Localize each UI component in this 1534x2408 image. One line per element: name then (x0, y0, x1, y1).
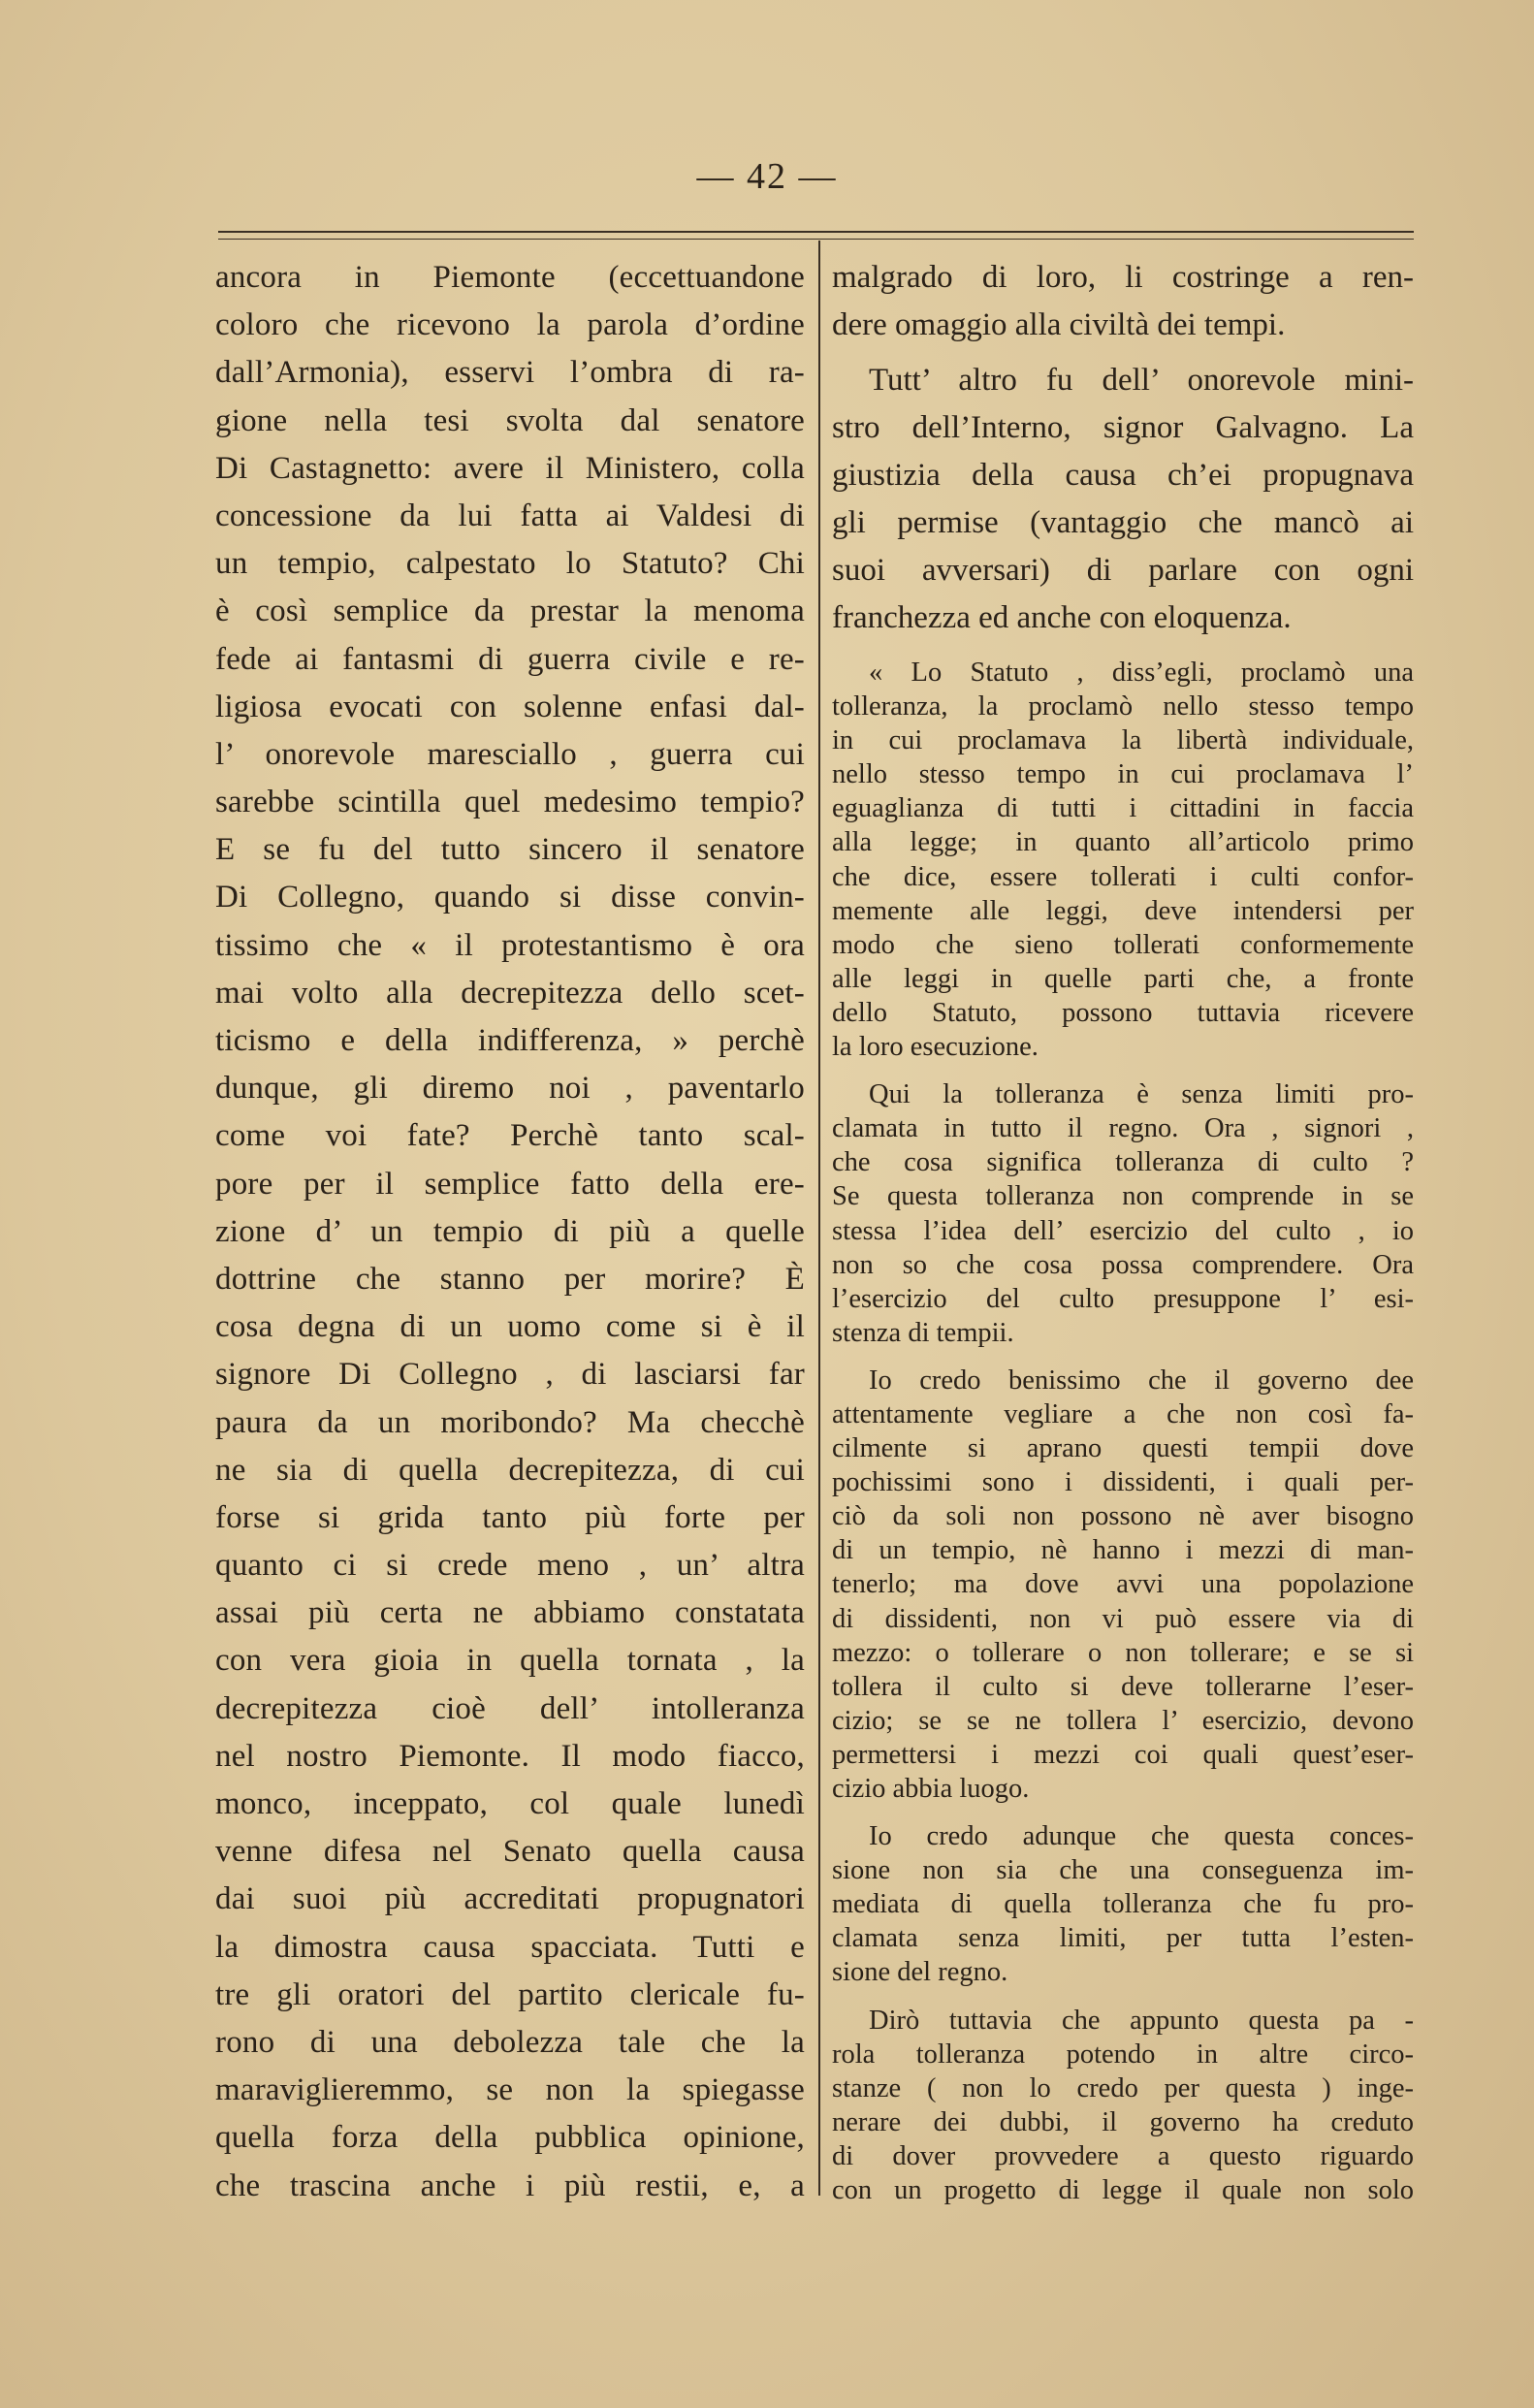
text-line: signore Di Collegno , di lasciarsi far (215, 1357, 805, 1393)
text-line: la dimostra causa spacciata. Tutti e (215, 1929, 805, 1965)
text-line: maraviglieremmo, se non la spiegasse (215, 2072, 805, 2108)
text-line: stessa l’idea dell’ esercizio del culto , io (832, 1215, 1414, 1246)
text-line: Se questa tolleranza non comprende in se (832, 1181, 1414, 1212)
paragraph-gap (832, 1064, 1414, 1077)
text-line: modo che sieno tollerati conformemente (832, 929, 1414, 960)
text-line: fede ai fantasmi di guerra civile e re- (215, 641, 805, 677)
text-line: di dissidenti, non vi può essere via di (832, 1603, 1414, 1634)
text-line: che dice, essere tollerati i culti confor- (832, 861, 1414, 892)
header-rule-thin (218, 239, 1414, 240)
text-line: stenza di tempii. (832, 1317, 1014, 1348)
text-line: è così semplice da prestar la menoma (215, 594, 805, 629)
text-line: coloro che ricevono la parola d’ordine (215, 307, 805, 343)
text-line: permettersi i mezzi coi quali quest’eser- (832, 1739, 1414, 1770)
column-divider (818, 241, 820, 2196)
text-line: suoi avversari) di parlare con ogni (832, 553, 1414, 588)
text-line: mai volto alla decrepitezza dello scet- (215, 975, 805, 1011)
text-line: con un progetto di legge il quale non solo (832, 2175, 1414, 2206)
text-line: mediata di quella tolleranza che fu pro- (832, 1889, 1414, 1920)
text-line: decrepitezza cioè dell’ intolleranza (215, 1690, 805, 1726)
text-line: nel nostro Piemonte. Il modo fiacco, (215, 1738, 805, 1774)
text-line: sione del regno. (832, 1957, 1008, 1988)
text-line: tenerlo; ma dove avvi una popolazione (832, 1569, 1414, 1600)
page-number: — 42 — (696, 156, 838, 197)
text-line: « Lo Statuto , diss’egli, proclamò una (869, 658, 1414, 688)
text-line: stanze ( non lo credo per questa ) inge- (832, 2072, 1414, 2103)
text-line: tissimo che « il protestantismo è ora (215, 927, 805, 963)
text-line: ancora in Piemonte (eccettuandone (215, 260, 805, 295)
text-line: forse si grida tanto più forte per (215, 1499, 805, 1535)
text-line: memente alle leggi, deve intendersi per (832, 895, 1414, 926)
text-line: Qui la tolleranza è senza limiti pro- (869, 1079, 1414, 1110)
text-line: sarebbe scintilla quel medesimo tempio? (215, 785, 805, 820)
text-line: nello stesso tempo in cui proclamava l’ (832, 759, 1414, 790)
paragraph-gap (832, 349, 1414, 357)
text-line: venne difesa nel Senato quella causa (215, 1834, 805, 1870)
text-line: Di Collegno, quando si disse convin- (215, 880, 805, 915)
text-line: l’ onorevole maresciallo , guerra cui (215, 736, 805, 772)
text-line: alle leggi in quelle parti che, a fronte (832, 963, 1414, 994)
text-line: malgrado di loro, li costringe a ren- (832, 260, 1414, 295)
text-line: Io credo adunque che questa conces- (869, 1821, 1414, 1852)
right-column (832, 254, 1414, 2207)
text-line: dunque, gli diremo noi , paventarlo (215, 1071, 805, 1107)
text-line: zione d’ un tempio di più a quelle (215, 1213, 805, 1249)
text-line: Tutt’ altro fu dell’ onorevole mini- (869, 363, 1414, 398)
text-line: gione nella tesi svolta dal senatore (215, 402, 805, 438)
text-line: giustizia della causa ch’ei propugnava (832, 458, 1414, 493)
text-line: eguaglianza di tutti i cittadini in faccia (832, 793, 1414, 824)
text-line: Dirò tuttavia che appunto questa pa - (869, 2005, 1414, 2036)
text-line: ciò da soli non possono nè aver bisogno (832, 1501, 1414, 1532)
text-line: clamata in tutto il regno. Ora , signori , (832, 1113, 1414, 1144)
text-line: la loro esecuzione. (832, 1032, 1039, 1063)
text-line: dello Statuto, possono tuttavia ricevere (832, 997, 1414, 1028)
paragraph-gap (832, 642, 1414, 656)
text-line: ticismo e della indifferenza, » perchè (215, 1023, 805, 1058)
text-line: dottrine che stanno per morire? È (215, 1261, 805, 1297)
text-line: tolleranza, la proclamò nello stesso tempo (832, 691, 1414, 722)
text-line: sione non sia che una conseguenza im- (832, 1855, 1414, 1886)
text-line: E se fu del tutto sincero il senatore (215, 832, 805, 868)
text-line: dall’Armonia), esservi l’ombra di ra- (215, 355, 805, 391)
text-line: l’esercizio del culto presuppone l’ esi- (832, 1283, 1414, 1314)
text-line: come voi fate? Perchè tanto scal- (215, 1118, 805, 1154)
paragraph-gap (832, 1806, 1414, 1819)
text-line: di un tempio, nè hanno i mezzi di man- (832, 1535, 1414, 1566)
text-line: che cosa significa tolleranza di culto ? (832, 1147, 1414, 1178)
text-line: tre gli oratori del partito clericale fu- (215, 1976, 805, 2012)
text-line: rono di una debolezza tale che la (215, 2024, 805, 2060)
text-line: franchezza ed anche con eloquenza. (832, 600, 1292, 635)
text-line: cizio abbia luogo. (832, 1774, 1030, 1804)
text-line: nerare dei dubbi, il governo ha creduto (832, 2106, 1414, 2137)
text-line: mezzo: o tollerare o non tollerare; e se si (832, 1637, 1414, 1668)
text-line: ligiosa evocati con solenne enfasi dal- (215, 689, 805, 724)
text-line: di dover provvedere a questo riguardo (832, 2140, 1414, 2171)
text-line: dai suoi più accreditati propugnatori (215, 1881, 805, 1917)
text-line: paura da un moribondo? Ma checchè (215, 1404, 805, 1440)
text-line: quella forza della pubblica opinione, (215, 2120, 805, 2156)
paragraph-gap (832, 1990, 1414, 2004)
text-line: che trascina anche i più restii, e, a (215, 2167, 805, 2203)
text-line: dere omaggio alla civiltà dei tempi. (832, 307, 1286, 342)
text-line: rola tolleranza potendo in altre circo- (832, 2039, 1414, 2070)
text-line: alla legge; in quanto all’articolo primo (832, 827, 1414, 858)
text-line: pochissimi sono i dissidenti, i quali per- (832, 1467, 1414, 1498)
left-column (215, 254, 805, 2210)
text-line: ne sia di quella decrepitezza, di cui (215, 1452, 805, 1488)
text-line: Di Castagnetto: avere il Ministero, colla (215, 450, 805, 486)
header-rule (218, 231, 1414, 233)
text-line: con vera gioia in quella tornata , la (215, 1643, 805, 1679)
text-line: in cui proclamava la libertà individuale, (832, 725, 1414, 756)
text-line: Io credo benissimo che il governo dee (869, 1365, 1414, 1396)
text-line: quanto ci si crede meno , un’ altra (215, 1548, 805, 1584)
text-line: un tempio, calpestato lo Statuto? Chi (215, 546, 805, 582)
text-line: assai più certa ne abbiamo constatata (215, 1595, 805, 1631)
text-line: tollera il culto si deve tollerarne l’eser- (832, 1671, 1414, 1702)
text-line: gli permise (vantaggio che mancò ai (832, 505, 1414, 540)
text-line: stro dell’Interno, signor Galvagno. La (832, 410, 1414, 445)
text-line: clamata senza limiti, per tutta l’esten- (832, 1923, 1414, 1954)
text-line: concessione da lui fatta ai Valdesi di (215, 498, 805, 533)
text-line: non so che cosa possa comprendere. Ora (832, 1249, 1414, 1280)
text-line: cosa degna di un uomo come si è il (215, 1309, 805, 1345)
text-line: cilmente si aprano questi tempii dove (832, 1433, 1414, 1464)
text-line: pore per il semplice fatto della ere- (215, 1166, 805, 1202)
paragraph-gap (832, 1350, 1414, 1364)
text-line: monco, inceppato, col quale lunedì (215, 1786, 805, 1821)
text-line: cizio; se se ne tollera l’ esercizio, devono (832, 1705, 1414, 1736)
text-line: attentamente vegliare a che non così fa- (832, 1398, 1414, 1429)
